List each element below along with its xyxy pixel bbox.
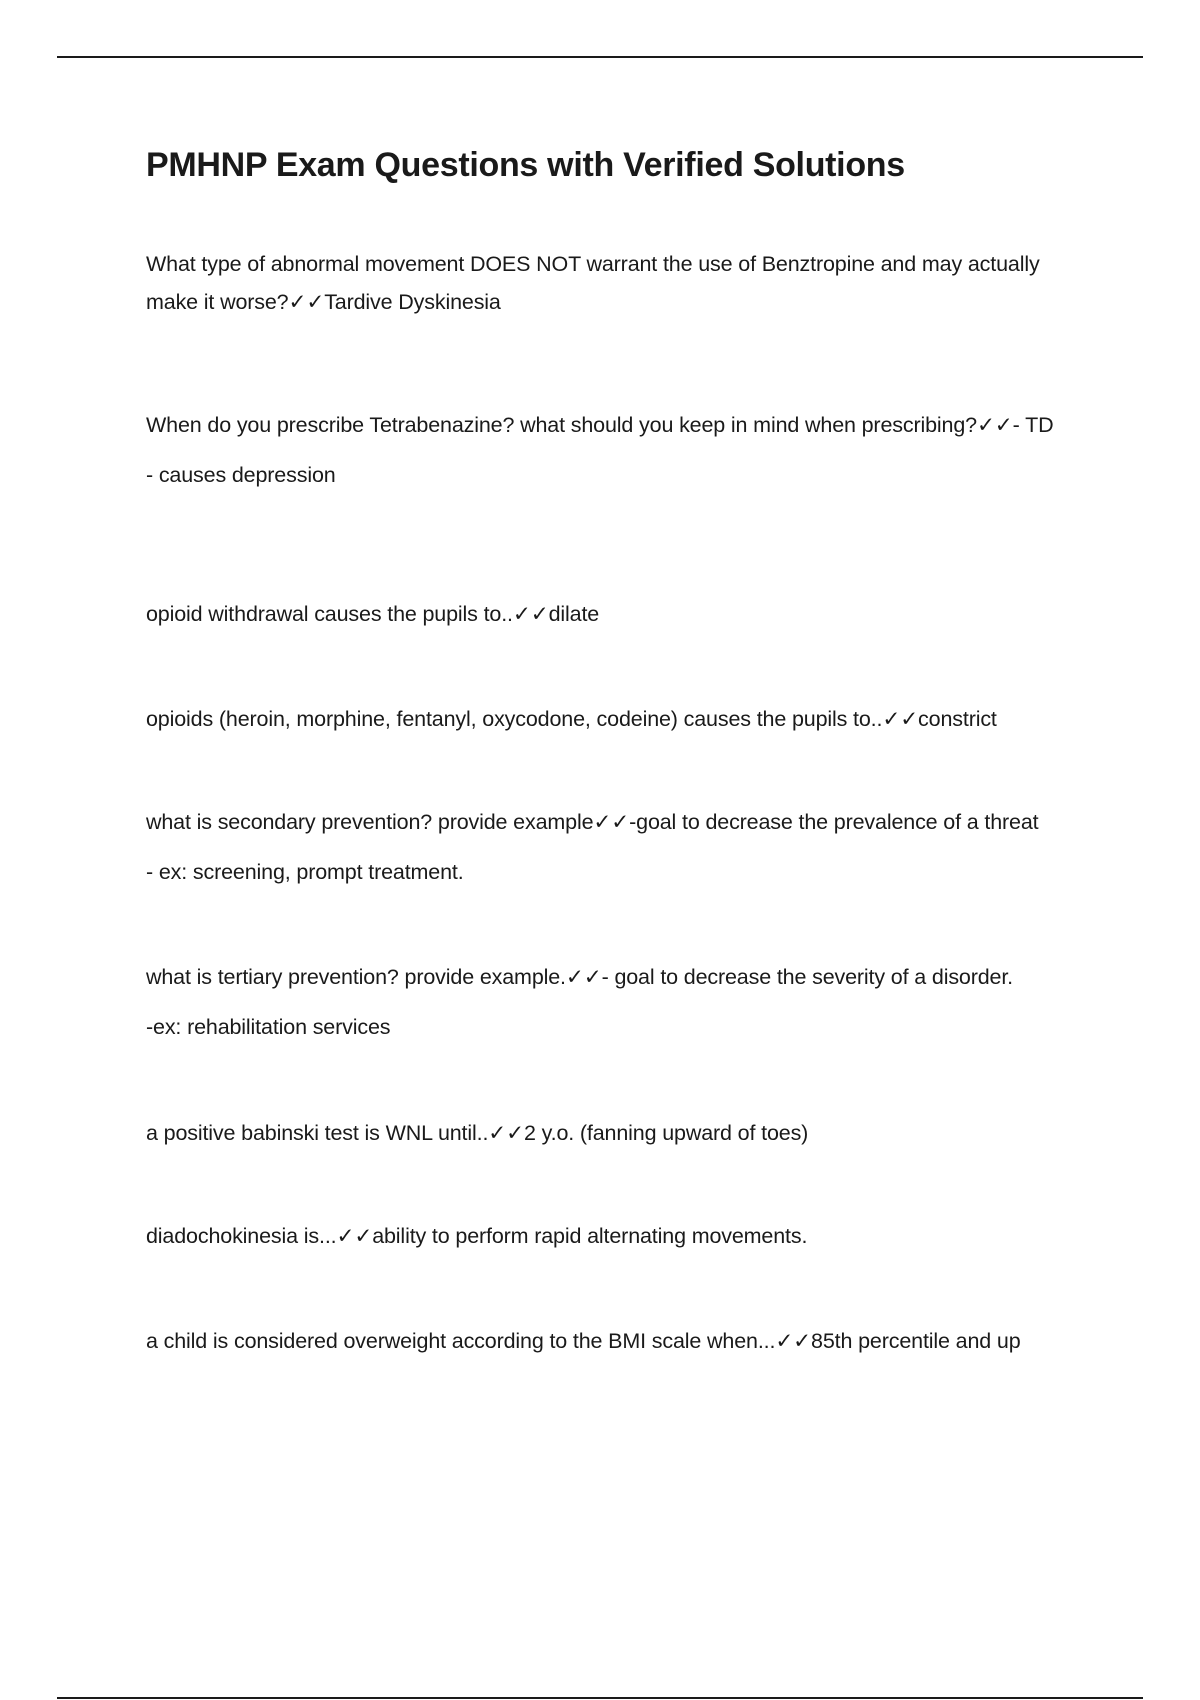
qa-text: a child is considered overweight according to the BMI scale when...✓✓85th percentile and up: [146, 1329, 1021, 1353]
qa-item: [146, 1114, 1086, 1152]
qa-text: a positive babinski test is WNL until..✓✓2 y.o. (fanning upward of toes): [146, 1121, 809, 1145]
qa-text: - ex: screening, prompt treatment.: [146, 860, 464, 884]
qa-item: [146, 1217, 1086, 1255]
qa-item: [146, 700, 1086, 738]
qa-item: [146, 595, 1086, 633]
qa-item: [146, 406, 1086, 494]
qa-text: What type of abnormal movement DOES NOT warrant the use of Benztropine and may actually make it worse?✓✓Tardive Dyskinesia: [146, 252, 1040, 314]
qa-item: [146, 958, 1086, 1046]
qa-text: opioid withdrawal causes the pupils to..✓✓dilate: [146, 602, 600, 626]
qa-text: what is tertiary prevention? provide example.✓✓- goal to decrease the severity of a disorder.: [146, 965, 1013, 989]
qa-text: When do you prescribe Tetrabenazine? what should you keep in mind when prescribing?✓✓- TD: [146, 413, 1054, 437]
qa-text: - causes depression: [146, 463, 336, 487]
bottom-rule: [57, 1697, 1143, 1699]
qa-text: what is secondary prevention? provide example✓✓-goal to decrease the prevalence of a threat: [146, 810, 1039, 834]
top-rule: [57, 56, 1143, 58]
qa-text: opioids (heroin, morphine, fentanyl, oxycodone, codeine) causes the pupils to..✓✓constrict: [146, 707, 997, 731]
qa-item: [146, 803, 1086, 891]
document-title: PMHNP Exam Questions with Verified Solutions: [146, 146, 905, 184]
qa-text: diadochokinesia is...✓✓ability to perform rapid alternating movements.: [146, 1224, 808, 1248]
qa-item: [146, 1322, 1086, 1360]
qa-item: [146, 245, 1086, 321]
qa-text: -ex: rehabilitation services: [146, 1015, 391, 1039]
